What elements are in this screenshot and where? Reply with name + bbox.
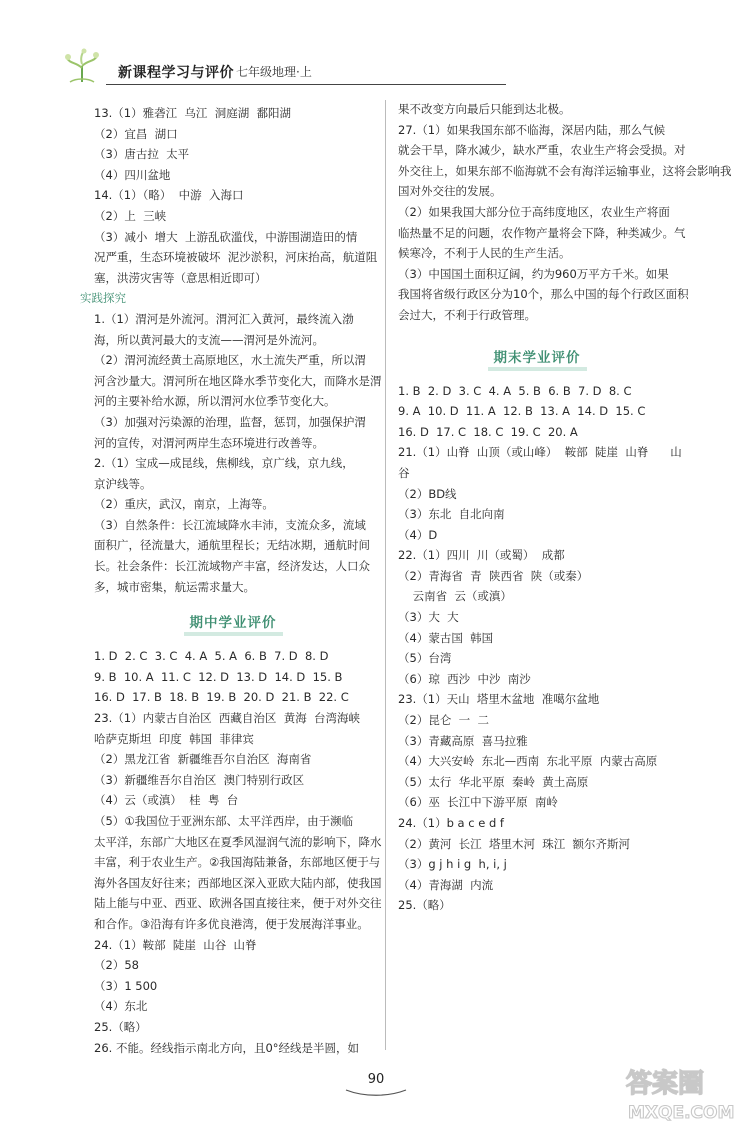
book-title: 新课程学习与评价 bbox=[118, 65, 234, 81]
header-divider bbox=[106, 84, 506, 85]
answer-line: （2）黄河 长江 塔里木河 珠江 额尔齐斯河 bbox=[398, 836, 631, 851]
book-subtitle: 七年级地理·上 bbox=[236, 65, 312, 79]
answer-line: 1.（1）渭河是外流河。渭河汇入黄河，最终流入渤 bbox=[94, 311, 354, 326]
answer-line: 塞，洪涝灾害等（意思相近即可） bbox=[94, 270, 267, 285]
answer-line: （4）云（或滇） 桂 粤 台 bbox=[94, 793, 239, 808]
answer-line: 14.（1）（略） 中游 入海口 bbox=[94, 188, 244, 203]
answer-line: 25.（略） bbox=[94, 1019, 147, 1034]
page-number-swoosh-icon bbox=[344, 1088, 408, 1096]
answer-line: （3）g j h i g h, i, j bbox=[398, 857, 507, 872]
answer-line: （2）昆仑 一 二 bbox=[398, 713, 489, 728]
answer-line: 果不改变方向最后只能到达北极。 bbox=[398, 102, 571, 116]
answer-line: （2）如果我国大部分位于高纬度地区，农业生产将面 bbox=[398, 204, 670, 219]
answer-line: 面积广，径流量大，通航里程长；无结冰期，通航时间 bbox=[94, 538, 370, 553]
answer-line: 26. 不能。经线指示南北方向，且0°经线是半圆，如 bbox=[94, 1040, 360, 1055]
page-number: 90 bbox=[367, 1072, 385, 1087]
answer-line: （4）蒙古国 韩国 bbox=[398, 630, 494, 645]
answer-line: 哈萨克斯坦 印度 韩国 菲律宾 bbox=[94, 731, 254, 746]
answer-line: 23.（1）天山 塔里木盆地 准噶尔盆地 bbox=[398, 692, 600, 707]
answer-line: 22.（1）四川 川（或蜀） 成都 bbox=[398, 548, 565, 563]
answer-line: 1. D 2. C 3. C 4. A 5. A 6. B 7. D 8. D bbox=[94, 649, 329, 664]
answer-line: 24.（1）b a c e d f bbox=[398, 816, 504, 830]
answer-line: （4）D bbox=[398, 527, 438, 542]
answer-line: 9. A 10. D 11. A 12. B 13. A 14. D 15. C bbox=[398, 404, 646, 419]
answer-line: 河的宣传，对渭河两岸生态环境进行改善等。 bbox=[94, 435, 324, 450]
answer-line: 况严重，生态环境被破坏 泥沙淤积，河床抬高，航道阻 bbox=[94, 250, 378, 265]
midterm-heading bbox=[94, 601, 372, 646]
answer-line: （2）BD线 bbox=[398, 486, 457, 501]
answer-line: 16. D 17. C 18. C 19. C 20. A bbox=[398, 424, 578, 439]
answer-line: 海，所以黄河最大的支流——渭河是外流河。 bbox=[94, 332, 324, 347]
answer-line: 国对外交往的发展。 bbox=[398, 184, 502, 199]
answer-line: 河的主要补给水源，所以渭河水位季节变化大。 bbox=[94, 394, 336, 409]
answer-line: 27.（1）如果我国东部不临海，深居内陆，那么气候 bbox=[398, 122, 666, 137]
answer-line: （6）巫 长江中下游平原 南岭 bbox=[398, 795, 558, 810]
answer-line: 16. D 17. B 18. B 19. B 20. D 21. B 22. C bbox=[94, 690, 349, 705]
answer-line: 长。社会条件：长江流域物产丰富，经济发达，人口众 bbox=[94, 559, 370, 574]
answer-line: （3）新疆维吾尔自治区 澳门特别行政区 bbox=[94, 772, 305, 787]
answer-line: （6）琼 西沙 中沙 南沙 bbox=[398, 671, 531, 686]
answer-line: 陆上能与中亚、西亚、欧洲各国直接往来，便于对外交往 bbox=[94, 896, 382, 911]
answer-line: 就会干旱，降水减少，缺水严重，农业生产将会受损。对 bbox=[398, 143, 686, 158]
answer-line: 海外各国友好往来；西部地区深入亚欧大陆内部，使我国 bbox=[94, 875, 382, 890]
final-heading-text: 期末学业评价 bbox=[488, 336, 587, 381]
answer-line: 临热量不足的问题，农作物产量将会下降，种类减少。气 bbox=[398, 225, 686, 240]
answer-line: （4）东北 bbox=[94, 999, 148, 1014]
column-divider bbox=[385, 100, 386, 1050]
answer-line: （2）重庆，武汉，南京，上海等。 bbox=[94, 497, 274, 512]
answer-line: （2）渭河流经黄土高原地区，水土流失严重，所以渭 bbox=[94, 353, 366, 368]
page-header bbox=[62, 48, 502, 88]
answer-line: （2）上 三峡 bbox=[94, 208, 167, 223]
answer-line: 13.（1）雅砻江 乌江 洞庭湖 鄱阳湖 bbox=[94, 106, 292, 120]
answer-line: （3）加强对污染源的治理，监督，惩罚，加强保护渭 bbox=[94, 414, 366, 429]
answer-line: （3）中国国土面积辽阔，约为960万平方千米。如果 bbox=[398, 266, 669, 281]
answer-line: （3）减小 增大 上游乱砍滥伐，中游围湖造田的情 bbox=[94, 229, 358, 244]
answer-line: 1. B 2. D 3. C 4. A 5. B 6. B 7. D 8. C bbox=[398, 383, 632, 398]
answer-line: 丰富，利于农业生产。②我国海陆兼备，东部地区便于与 bbox=[94, 855, 381, 870]
answer-line: （2）青海省 青 陕西省 陕（或秦） bbox=[398, 568, 589, 583]
answer-line: （4）青海湖 内流 bbox=[398, 877, 494, 892]
section-label-practice: 实践探究 bbox=[80, 291, 126, 306]
answer-line: （3）唐古拉 太平 bbox=[94, 147, 190, 162]
answer-line: 我国将省级行政区分为10个，那么中国的每个行政区面积 bbox=[398, 287, 689, 302]
answer-line: 京沪线等。 bbox=[94, 476, 152, 491]
left-column bbox=[80, 103, 382, 1058]
final-heading bbox=[398, 336, 676, 381]
answer-line: 24.（1）鞍部 陡崖 山谷 山脊 bbox=[94, 937, 257, 952]
answer-line: （2）宜昌 湖口 bbox=[94, 126, 178, 141]
answer-line: （4）四川盆地 bbox=[94, 167, 171, 182]
answer-line: 候寒冷，不利于人民的生产生活。 bbox=[398, 246, 571, 261]
answer-line: 21.（1）山脊 山顶（或山峰） 鞍部 陡崖 山脊 山 bbox=[398, 445, 682, 460]
answer-line: （4）大兴安岭 东北—西南 东北平原 内蒙古高原 bbox=[398, 754, 658, 769]
midterm-heading-text: 期中学业评价 bbox=[184, 601, 283, 646]
answer-line: 云南省 云（或滇） bbox=[398, 589, 512, 604]
answer-line: （2）黑龙江省 新疆维吾尔自治区 海南省 bbox=[94, 752, 312, 767]
answer-line: （3）东北 自北向南 bbox=[398, 507, 505, 522]
watermark-logo-icon bbox=[620, 1062, 740, 1126]
answer-line: （5）太行 华北平原 秦岭 黄土高原 bbox=[398, 774, 589, 789]
answer-line: （3）大 大 bbox=[398, 610, 459, 625]
right-column bbox=[398, 99, 732, 916]
spacer bbox=[398, 326, 676, 336]
answer-line: （3）1 500 bbox=[94, 978, 158, 993]
answer-line: 9. B 10. A 11. C 12. D 13. D 14. D 15. B bbox=[94, 669, 343, 684]
answer-line: 23.（1）内蒙古自治区 西藏自治区 黄海 台湾海峡 bbox=[94, 711, 361, 726]
answer-line: 外交往上，如果东部不临海就不会有海洋运输事业，这将会影响我 bbox=[398, 163, 732, 178]
answer-line: 太平洋，东部广大地区在夏季风湿润气流的影响下，降水 bbox=[94, 834, 382, 849]
watermark-line2: MXQE.COM bbox=[628, 1103, 735, 1123]
answer-line: （2）58 bbox=[94, 958, 139, 973]
answer-line: 和合作。③沿海有许多优良港湾，便于发展海洋事业。 bbox=[94, 916, 369, 931]
answer-line: 会过大，不利于行政管理。 bbox=[398, 307, 536, 322]
answer-line: 2.（1）宝成—成昆线，焦柳线，京广线，京九线， bbox=[94, 456, 354, 471]
tree-logo-icon bbox=[62, 48, 102, 84]
answer-line: （5）①我国位于亚洲东部、太平洋西岸，由于濒临 bbox=[94, 814, 354, 828]
answer-line: 25.（略） bbox=[398, 898, 451, 913]
answer-line: 多，城市密集，航运需求量大。 bbox=[94, 579, 255, 594]
watermark-line1: 答案圈 bbox=[626, 1069, 705, 1099]
answer-line: 谷 bbox=[398, 465, 410, 480]
answer-line: （3）青藏高原 喜马拉雅 bbox=[398, 733, 528, 748]
answer-line: （5）台湾 bbox=[398, 651, 452, 666]
answer-line: （3）自然条件：长江流域降水丰沛，支流众多，流域 bbox=[94, 517, 366, 532]
answer-line: 河含沙量大。渭河所在地区降水季节变化大，而降水是渭 bbox=[94, 373, 382, 388]
